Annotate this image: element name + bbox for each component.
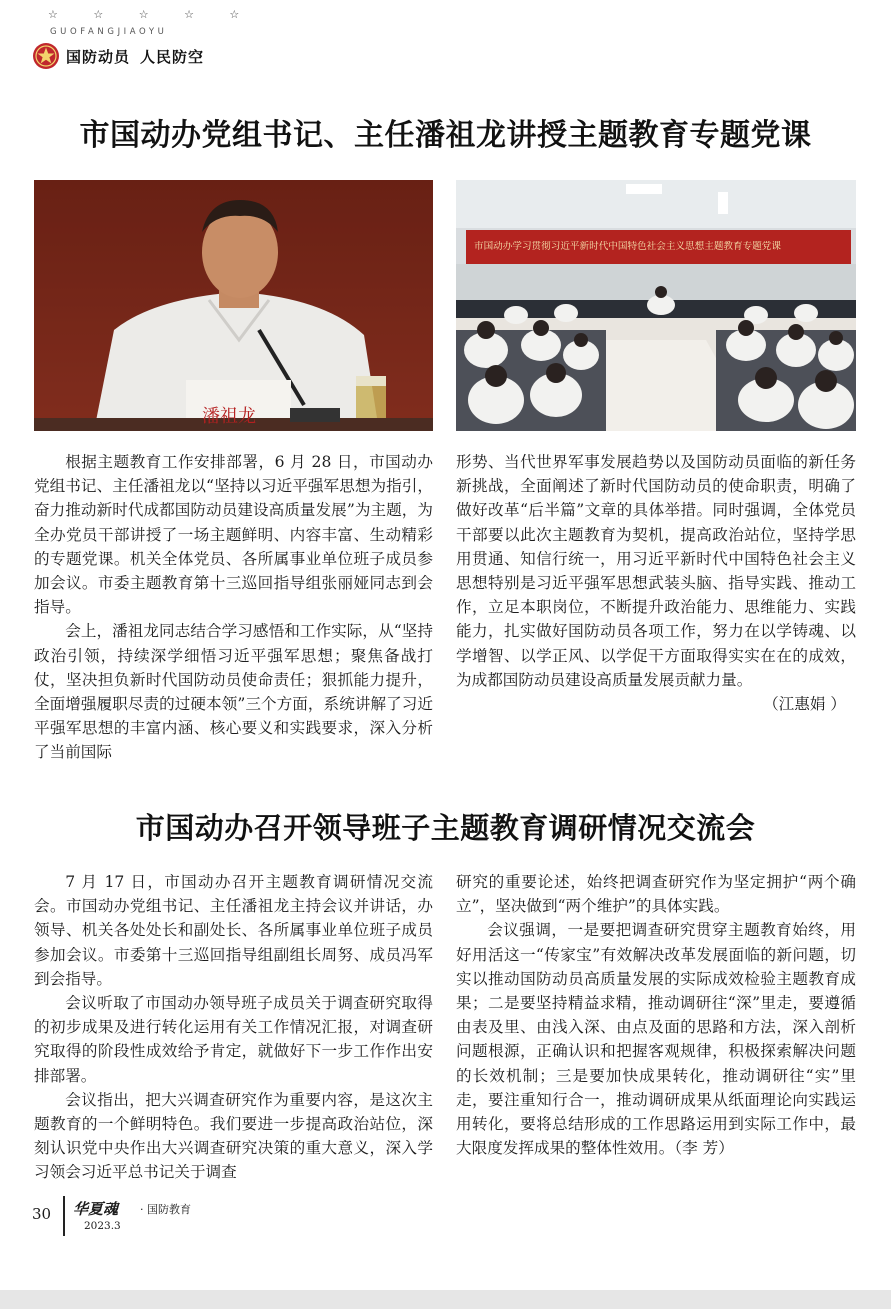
magazine-name: 华夏魂	[73, 1200, 119, 1218]
article1-paragraph: 根据主题教育工作安排部署，6 月 28 日，市国动办党组书记、主任潘祖龙以“坚持以习近平强军思想为指引，奋力推动新时代成都国防动员建设高质量发展”为主题，为全办党员干部讲授了一场主题鲜明、内容丰富、生动精彩的专题党课。机关全体党员、各所属事业单位班子成员参加会议。市委主题教育第十三巡回指导组张丽娅同志到会指导。	[34, 453, 433, 617]
nameplate-text: 潘祖龙	[202, 406, 256, 427]
article1-paragraph: 会上，潘祖龙同志结合学习感悟和工作实际，从“坚持政治引领，持续深学细悟习近平强军思想；聚焦备战打仗，坚决担负新时代国防动员使命责任；狠抓能力提升，全面增强履职尽责的过硬本领”三个方面，系统讲解了习近平强军思想的丰富内涵、核心要义和实践要求，深入分析了当前国际	[34, 622, 433, 762]
issue-number: 2023.3	[84, 1220, 121, 1232]
article2-column-left	[34, 870, 433, 1185]
brand-right: 人民防空	[140, 48, 205, 66]
article2-paragraph: 会议强调，一是要把调查研究贯穿主题教育始终，用好用活这一“传家宝”有效解决改革发展面临的新问题，切实以推动国防动员高质量发展的实际成效检验主题教育成果；二是要坚持精益求精，推动调研往“深”里走，要遵循由表及里、由浅入深、由点及面的思路和方法，深入剖析问题根源，正确认识和把握客观规律，积极探索解决问题的长效机制；三是要加快成果转化，推动调研往“实”里走，要注重知行合一，推动调研成果从纸面理论向实践运用转化，要将总结形成的工作思路运用到实际工作中，最大限度发挥成果的整体性效用。（李 芳）	[456, 921, 856, 1158]
article2-paragraph: 7 月 17 日，市国动办召开主题教育调研情况交流会。市国动办党组书记、主任潘祖龙主持会议并讲话，办领导、机关各处处长和副处长、各所属事业单位班子成员参加会议。市委第十三巡回指导组副组长周努、成员冯军到会指导。	[34, 873, 433, 988]
photo-meeting-hall	[456, 180, 856, 431]
header-brand	[66, 46, 204, 67]
footer-divider	[63, 1196, 65, 1236]
page-number: 30	[32, 1205, 52, 1223]
header-stars: ☆ ☆ ☆ ☆ ☆	[48, 8, 256, 21]
page-bottom-margin	[0, 1290, 891, 1309]
article1-paragraph: 形势、当代世界军事发展趋势以及国防动员面临的新任务新挑战，全面阐述了新时代国防动员的使命职责，明确了做好改革“后半篇”文章的具体举措。同时强调，全体党员干部要以此次主题教育为契机，提高政治站位，坚持学思用贯通、知信行统一，用习近平新时代中国特色社会主义思想特别是习近平强军思想武装头脑、指导实践、推动工作，立足本职岗位，不断提升政治能力、思维能力、实践能力，扎实做好国防动员各项工作，努力在以学铸魂、以学增智、以学正风、以学促干方面取得实实在在的成效，为成都国防动员建设高质量发展贡献力量。	[456, 453, 856, 689]
article2-column-right	[456, 870, 856, 1160]
article2-paragraph: 会议指出，把大兴调查研究作为重要内容，是这次主题教育的一个鲜明特色。我们要进一步提高政治站位，深刻认识党中央作出大兴调查研究决策的重大意义，深入学习领会习近平总书记关于调查	[34, 1090, 433, 1182]
article1-byline: （江惠娟 ）	[763, 695, 846, 714]
meeting-banner-text: 市国动办学习贯彻习近平新时代中国特色社会主义思想主题教育专题党课	[474, 241, 781, 252]
article2-paragraph: 会议听取了市国动办领导班子成员关于调查研究取得的初步成果及进行转化运用有关工作情况汇报，对调查研究取得的阶段性成效给予肯定，就做好下一步工作作出安排部署。	[34, 994, 433, 1085]
article1-column-left	[34, 450, 433, 765]
article2-paragraph: 研究的重要论述，始终把调查研究作为坚定拥护“两个确立”，坚决做到“两个维护”的具体实践。	[456, 873, 856, 916]
article2-title: 市国动办召开领导班子主题教育调研情况交流会	[135, 811, 756, 845]
header-pinyin: GUOFANGJIAOYU	[50, 27, 168, 37]
article1-column-right	[456, 450, 856, 716]
brand-left: 国防动员	[66, 48, 131, 66]
photo-speaker	[34, 180, 433, 431]
magazine-section: · 国防教育	[140, 1203, 191, 1216]
national-defense-emblem-icon	[32, 42, 60, 70]
article1-title: 市国动办党组书记、主任潘祖龙讲授主题教育专题党课	[79, 118, 812, 153]
